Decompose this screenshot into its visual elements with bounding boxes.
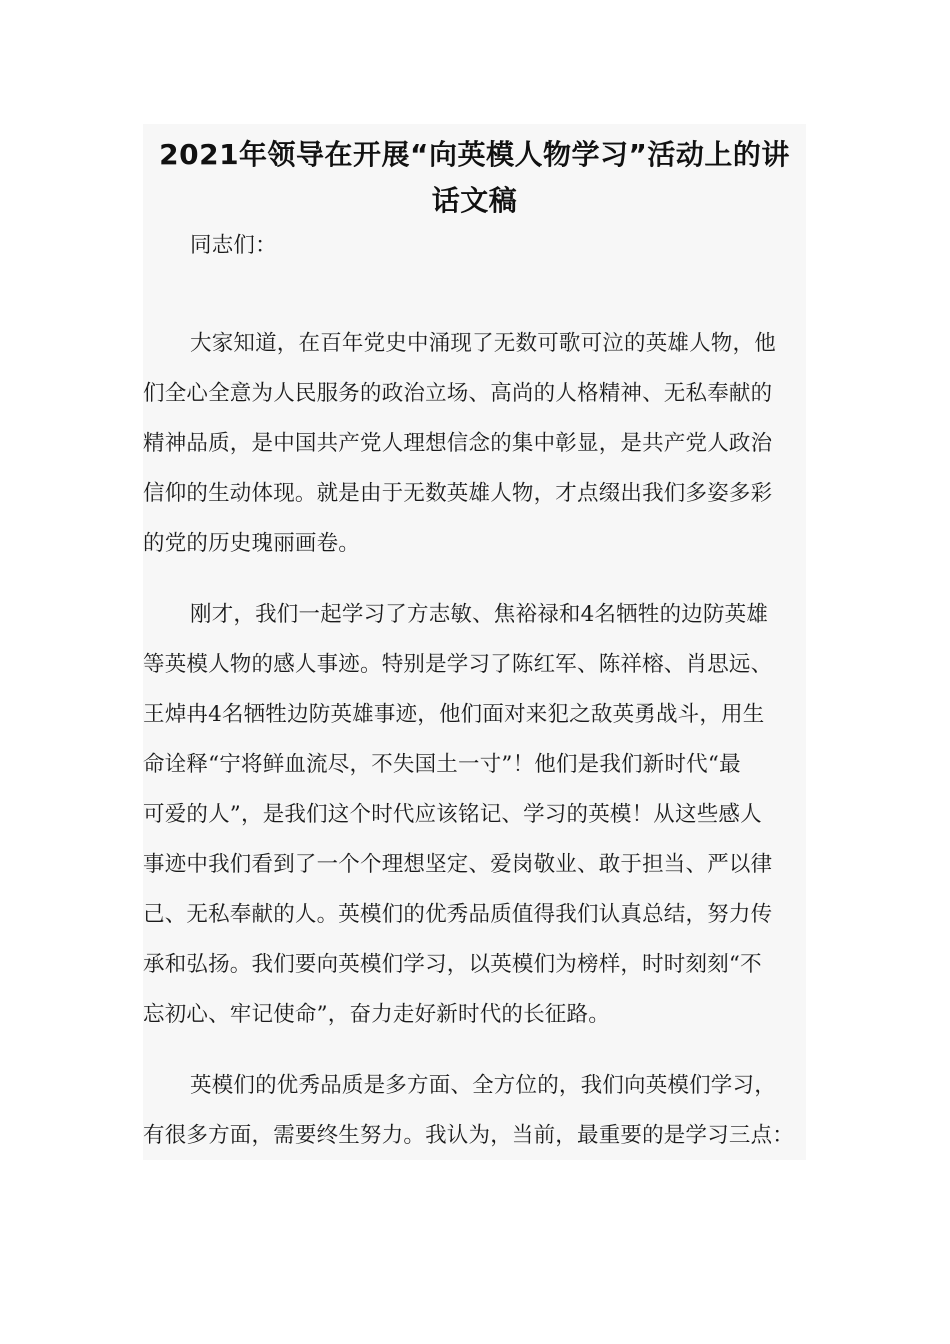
paragraph-2-line: 己、无私奉献的人。英模们的优秀品质值得我们认真总结，努力传 bbox=[143, 902, 773, 927]
paragraph-2-line: 事迹中我们看到了一个个理想坚定、爱岗敬业、敢于担当、严以律 bbox=[143, 852, 773, 877]
title-line: 话文稿 bbox=[431, 184, 518, 217]
paragraph-2-line: 刚才，我们一起学习了方志敏、焦裕禄和4名牺牲的边防英雄 bbox=[190, 602, 769, 627]
paragraph-1-line: 精神品质，是中国共产党人理想信念的集中彰显，是共产党人政治 bbox=[143, 431, 773, 456]
paragraph-2-line: 命诠释“宁将鲜血流尽，不失国土一寸”！他们是我们新时代“最 bbox=[143, 752, 741, 777]
paragraph-2-line: 忘初心、牢记使命”，奋力走好新时代的长征路。 bbox=[143, 1002, 610, 1027]
paragraph-2-line: 承和弘扬。我们要向英模们学习，以英模们为榜样，时时刻刻“不 bbox=[143, 952, 762, 977]
paragraph-1-line: 大家知道，在百年党史中涌现了无数可歌可泣的英雄人物，他 bbox=[190, 331, 776, 356]
paragraph-3-line: 英模们的优秀品质是多方面、全方位的，我们向英模们学习， bbox=[190, 1073, 776, 1098]
paragraph-2-line: 可爱的人”，是我们这个时代应该铭记、学习的英模！从这些感人 bbox=[143, 802, 762, 827]
title-line: 2021年领导在开展“向英模人物学习”活动上的讲 bbox=[159, 138, 790, 171]
document-title bbox=[143, 132, 806, 224]
salutation: 同志们： bbox=[190, 233, 277, 258]
paragraph-1-line: 们全心全意为人民服务的政治立场、高尚的人格精神、无私奉献的 bbox=[143, 381, 773, 406]
paragraph-1-line: 信仰的生动体现。就是由于无数英雄人物，才点缀出我们多姿多彩 bbox=[143, 481, 773, 506]
paragraph-3-line: 有很多方面，需要终生努力。我认为，当前，最重要的是学习三点： bbox=[143, 1123, 795, 1148]
paragraph-2-line: 等英模人物的感人事迹。特别是学习了陈红军、陈祥榕、肖思远、 bbox=[143, 652, 773, 677]
paragraph-1-line: 的党的历史瑰丽画卷。 bbox=[143, 531, 361, 556]
paragraph-2-line: 王焯冉4名牺牲边防英雄事迹，他们面对来犯之敌英勇战斗，用生 bbox=[143, 702, 765, 727]
